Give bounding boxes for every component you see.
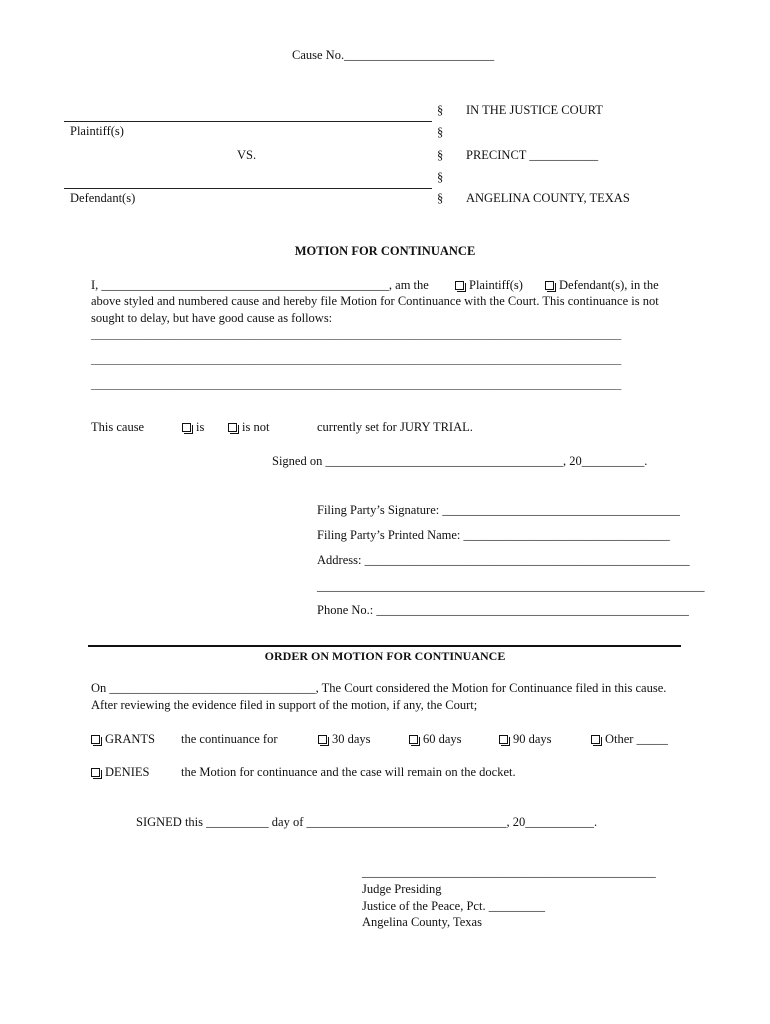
precinct-line: PRECINCT ___________ — [466, 148, 599, 162]
phone-line[interactable]: Phone No.: __________________________________________________ — [317, 603, 689, 617]
checkbox-icon[interactable] — [455, 281, 464, 290]
county-name: ANGELINA COUNTY, TEXAS — [466, 191, 630, 205]
is-not-option-label: is not — [242, 420, 270, 434]
section-symbol: § — [437, 191, 444, 205]
address-line[interactable]: Address: ____________________________________________________ — [317, 553, 690, 567]
checkbox-icon[interactable] — [545, 281, 554, 290]
is-not-checkbox-option[interactable] — [228, 419, 269, 436]
order-title: ORDER ON MOTION FOR CONTINUANCE — [264, 649, 506, 663]
section-symbol: § — [437, 170, 444, 184]
checkbox-icon[interactable] — [228, 423, 237, 432]
checkbox-icon[interactable] — [499, 735, 508, 744]
plaintiff-checkbox-option[interactable] — [455, 277, 523, 294]
motion-body-text: above styled and numbered cause and hereby file Motion for Continuance with the Court. This continuance is not sought to delay, but have good cause as follows: — [91, 294, 659, 325]
filing-party-printed-name-line[interactable]: Filing Party’s Printed Name: _________________________________ — [317, 528, 670, 542]
good-cause-line[interactable]: ____________________________________________________________________________________________________ — [91, 354, 622, 366]
is-checkbox-option[interactable] — [182, 419, 204, 436]
motion-title: MOTION FOR CONTINUANCE — [294, 244, 476, 258]
checkbox-icon[interactable] — [409, 735, 418, 744]
plaintiff-name-line — [64, 121, 432, 122]
vs-label: VS. — [237, 148, 257, 162]
jury-label: This cause — [91, 420, 145, 434]
90-days-checkbox-option[interactable] — [499, 731, 552, 748]
grants-checkbox-option[interactable] — [91, 731, 155, 748]
plaintiff-option-label: Plaintiff(s) — [469, 278, 523, 292]
60-days-checkbox-option[interactable] — [409, 731, 462, 748]
defendant-option-label: Defendant(s), in the — [559, 278, 659, 292]
other-label: Other _____ — [605, 732, 668, 746]
cause-number-line: Cause No.________________________ — [292, 48, 495, 62]
section-symbol: § — [437, 125, 444, 139]
checkbox-icon[interactable] — [182, 423, 191, 432]
is-option-label: is — [196, 420, 205, 434]
60-days-label: 60 days — [423, 732, 462, 746]
defendant-name-line — [64, 188, 432, 189]
filing-party-signature-line[interactable]: Filing Party’s Signature: ______________________________________ — [317, 503, 680, 517]
90-days-label: 90 days — [513, 732, 552, 746]
order-body-text: On _________________________________, The Court considered the Motion for Continuance filed in this cause. After reviewing the evidence filed in support of the motion, if any, the Court; — [91, 681, 667, 712]
section-divider — [88, 645, 681, 647]
motion-intro: I, ______________________________________________, am the — [91, 278, 429, 292]
30-days-checkbox-option[interactable] — [318, 731, 371, 748]
checkbox-icon[interactable] — [318, 735, 327, 744]
judge-title: Judge Presiding — [362, 882, 442, 896]
checkbox-icon[interactable] — [91, 735, 100, 744]
address-line-2[interactable]: ______________________________________________________________ — [317, 579, 705, 593]
defendant-checkbox-option[interactable] — [545, 277, 659, 294]
good-cause-line[interactable]: ____________________________________________________________________________________________________ — [91, 329, 622, 341]
defendant-label: Defendant(s) — [70, 191, 136, 205]
checkbox-icon[interactable] — [91, 768, 100, 777]
court-name: IN THE JUSTICE COURT — [466, 103, 603, 117]
section-symbol: § — [437, 103, 444, 117]
denies-label: DENIES — [105, 765, 150, 779]
judge-county: Angelina County, Texas — [362, 915, 482, 929]
jury-suffix: currently set for JURY TRIAL. — [317, 420, 473, 434]
grants-label: GRANTS — [105, 732, 156, 746]
signed-this-line[interactable]: SIGNED this __________ day of ________________________________, 20___________. — [136, 815, 598, 829]
30-days-label: 30 days — [332, 732, 371, 746]
judge-court: Justice of the Peace, Pct. _________ — [362, 899, 545, 913]
plaintiff-label: Plaintiff(s) — [70, 124, 124, 138]
signed-on-line[interactable]: Signed on ______________________________________, 20__________. — [272, 454, 648, 468]
checkbox-icon[interactable] — [591, 735, 600, 744]
denies-text: the Motion for continuance and the case will remain on the docket. — [181, 765, 516, 779]
other-checkbox-option[interactable] — [591, 731, 668, 748]
good-cause-line[interactable]: ____________________________________________________________________________________________________ — [91, 379, 622, 391]
judge-signature-line[interactable]: _______________________________________________ — [362, 865, 656, 879]
grants-text: the continuance for — [181, 732, 278, 746]
denies-checkbox-option[interactable] — [91, 764, 149, 781]
section-symbol: § — [437, 148, 444, 162]
